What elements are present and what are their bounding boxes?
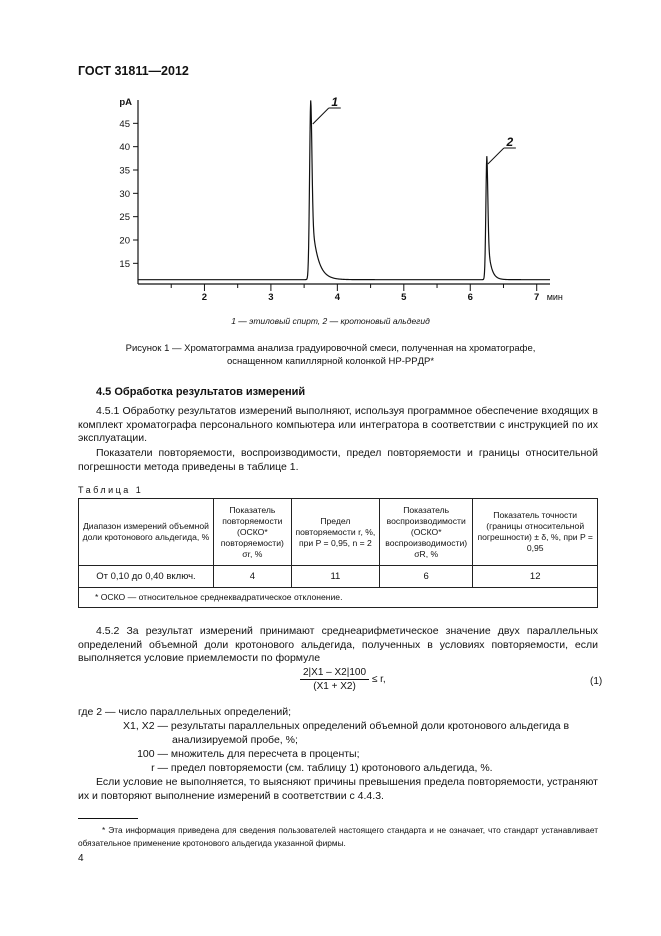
definition-text: предел повторяемости (см. таблицу 1) кротонового альдегида, %.	[170, 762, 493, 774]
chromatogram-chart	[80, 92, 563, 307]
page-number: 4	[78, 853, 84, 864]
formula-number: (1)	[590, 676, 603, 687]
x-axis-label: мин	[546, 292, 563, 302]
table-cell: 6	[380, 566, 473, 588]
table-caption: Таблица 1	[78, 485, 144, 495]
x-tick-label: 4	[334, 292, 341, 303]
figure-caption-line1: Рисунок 1 — Хроматограмма анализа градуировочной смеси, полученная на хроматографе,	[125, 343, 536, 354]
table-header-cell: Показатель воспроизводимости (ОСКО* воспроизводимости) σR, %	[380, 499, 473, 566]
y-tick-label: 25	[119, 212, 130, 224]
table-footnote-row	[79, 588, 598, 608]
y-tick-label: 35	[119, 165, 130, 177]
chart-marks	[138, 95, 550, 280]
peak-leader	[313, 108, 329, 124]
table-header-cell: Диапазон измерений объемной доли кротонового альдегида, %	[79, 499, 214, 566]
formula-numerator: 2|X1 – X2|100	[300, 667, 369, 680]
definition-text: число параллельных определений;	[118, 706, 292, 718]
y-axis-label: pA	[119, 97, 132, 108]
definition-term: r —	[151, 762, 168, 774]
footnote: * Эта информация приведена для сведения пользователей настоящего стандарта и не означает, что стандарт устанавливает обязательное применение кротонового альдегида указанной фирмы.	[78, 825, 598, 848]
definition-item	[78, 706, 598, 720]
definition-term: X1, X2 —	[123, 720, 168, 732]
definition-item	[78, 762, 598, 776]
y-tick-label: 30	[119, 188, 130, 200]
table-cell: 11	[291, 566, 379, 588]
definition-term: где 2 —	[78, 706, 116, 718]
definition-item	[78, 748, 598, 762]
formula-denominator: (X1 + X2)	[313, 681, 356, 692]
signal-trace	[138, 100, 550, 279]
table-row	[79, 566, 598, 588]
section-title: 4.5 Обработка результатов измерений	[96, 386, 306, 398]
formula-fraction	[300, 667, 369, 692]
table-header-cell: Показатель повторяемости (ОСКО* повторяемости) σr, %	[213, 499, 291, 566]
definition-text: множитель для пересчета в проценты;	[170, 748, 360, 760]
x-tick-label: 7	[534, 292, 540, 303]
figure-caption-line2: оснащенном капиллярной колонкой HP-PPДP*	[226, 356, 435, 367]
figure-caption	[70, 342, 591, 368]
chart-axes	[119, 97, 563, 303]
document-header: ГОСТ 31811—2012	[78, 64, 189, 78]
table-footnote: * ОСКО — относительное среднеквадратическое отклонение.	[79, 588, 598, 608]
y-tick-label: 20	[119, 235, 130, 247]
y-tick-label: 15	[119, 258, 130, 270]
paragraph-4-5-1: 4.5.1 Обработку результатов измерений выполняют, используя программное обеспечение входящих в комплект хроматографа персонального компьютера или интегратора в соответствии с инструкцией по их эксплуатации.	[78, 405, 598, 445]
peak-label: 1	[331, 95, 339, 109]
table-header-cell: Предел повторяемости r, %, при P = 0,95, n = 2	[291, 499, 379, 566]
y-tick-label: 45	[119, 118, 130, 130]
results-table	[78, 498, 598, 608]
table-header-row	[79, 499, 598, 566]
table-cell: 12	[473, 566, 598, 588]
table-header-cell: Показатель точности (границы относительной погрешности) ± δ, %, при P = 0,95	[473, 499, 598, 566]
definition-term: 100 —	[137, 748, 168, 760]
paragraph-indicators: Показатели повторяемости, воспроизводимости, предел повторяемости и границы относительной погрешности метода приведены в таблице 1.	[78, 447, 598, 473]
figure-legend: 1 — этиловый спирт, 2 — кротоновый альдегид	[231, 316, 430, 326]
peak-leader	[488, 148, 504, 164]
x-tick-label: 6	[467, 292, 473, 303]
y-tick-label: 40	[119, 142, 130, 154]
definition-item	[78, 720, 598, 747]
paragraph-4-5-2: 4.5.2 За результат измерений принимают среднеарифметическое значение двух параллельных определений объемной доли кротонового альдегида, полученных в условиях повторяемости, если выполняется условие приемлемости по формуле	[78, 625, 598, 665]
x-tick-label: 2	[201, 292, 208, 303]
x-tick-label: 3	[268, 292, 274, 303]
table-cell: 4	[213, 566, 291, 588]
footnote-rule	[78, 818, 138, 819]
peak-label: 2	[506, 135, 514, 149]
table-cell: От 0,10 до 0,40 включ.	[79, 566, 214, 588]
definition-text: результаты параллельных определений объемной доли кротонового альдегида в анализируемой пробе, %;	[170, 720, 570, 746]
formula-1	[300, 667, 386, 692]
formula-relation: ≤ r,	[371, 674, 386, 686]
paragraph-condition: Если условие не выполняется, то выясняют причины превышения предела повторяемости, устраняют их и повторяют выполнение измерений в соответствии с 4.4.3.	[78, 776, 598, 802]
x-tick-label: 5	[401, 292, 407, 303]
